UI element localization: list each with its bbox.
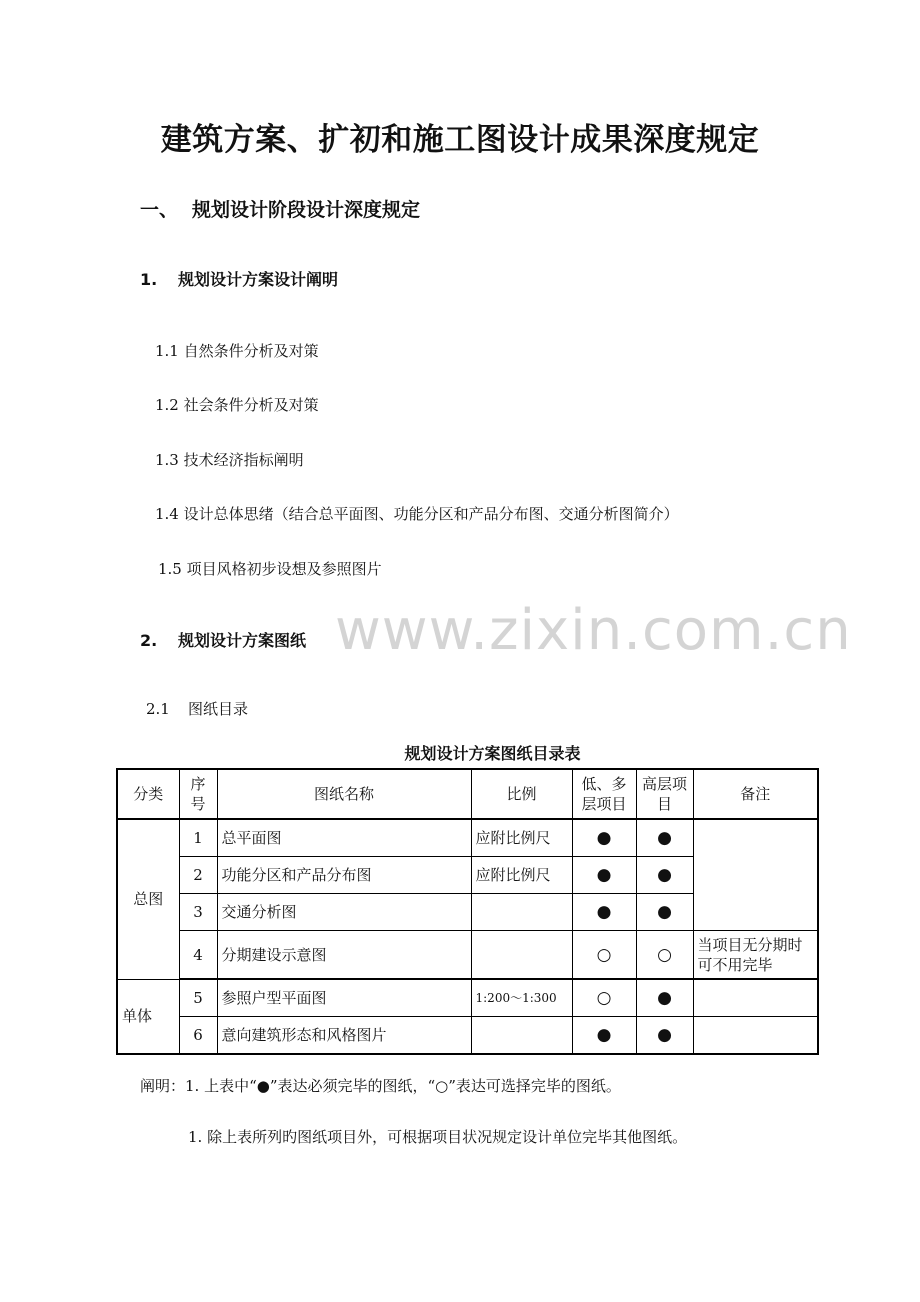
header-cell: 图纸名称 [217,769,471,819]
note-cell [693,979,818,1017]
table-caption: 规划设计方案图纸目录表 [404,744,581,763]
high-rise-mark: ● [636,1017,693,1055]
row-number: 2 [179,857,217,894]
low-rise-mark: ● [572,857,636,894]
scale-cell [471,894,572,931]
row-number: 3 [179,894,217,931]
subsection-heading-1 [140,267,338,290]
list-item: 1.3 技术经济指标阐明 [155,451,304,469]
drawing-name: 意向建筑形态和风格图片 [217,1017,471,1055]
scale-cell: 1:200～1:300 [471,979,572,1017]
row-number: 4 [179,931,217,980]
group-cell: 总图 [117,819,179,979]
section-heading-1 [140,195,420,222]
header-cell: 分类 [117,769,179,819]
note-cell: 当项目无分期时可不用完毕 [693,931,818,980]
subsection-heading-2 [140,628,306,651]
note-cell [693,1017,818,1055]
subsection-number: 1. [140,270,158,289]
table-note: 阐明：1. 上表中“●”表达必须完毕的图纸，“○”表达可选择完毕的图纸。 [140,1077,621,1095]
high-rise-mark: ● [636,979,693,1017]
list-item: 1.4 设计总体思绪（结合总平面图、功能分区和产品分布图、交通分析图简介） [155,505,679,523]
row-number: 5 [179,979,217,1017]
scale-cell [471,1017,572,1055]
subsection-text: 规划设计方案设计阐明 [178,270,339,289]
row-number: 1 [179,819,217,857]
group-cell: 单体 [117,979,179,1054]
drawing-name: 总平面图 [217,819,471,857]
drawing-list-table [116,768,819,1055]
high-rise-mark: ● [636,857,693,894]
list-item: 1.1 自然条件分析及对策 [155,342,319,360]
table-row [117,819,818,857]
subsection-text: 规划设计方案图纸 [178,631,307,650]
table-row [117,979,818,1017]
subsubsection-number: 2.1 [146,700,170,718]
table-header-row [117,769,818,819]
low-rise-mark: ○ [572,931,636,980]
high-rise-mark: ○ [636,931,693,980]
drawing-name: 交通分析图 [217,894,471,931]
low-rise-mark: ● [572,819,636,857]
subsection-number: 2. [140,631,158,650]
table-row [117,1017,818,1055]
section-text: 规划设计阶段设计深度规定 [192,199,421,221]
drawing-name: 分期建设示意图 [217,931,471,980]
list-item: 1.5 项目风格初步设想及参照图片 [158,560,382,578]
subsubsection-text: 图纸目录 [188,700,249,718]
subsubsection-heading [146,698,248,719]
low-rise-mark: ● [572,894,636,931]
low-rise-mark: ○ [572,979,636,1017]
scale-cell: 应附比例尺 [471,857,572,894]
high-rise-mark: ● [636,894,693,931]
row-number: 6 [179,1017,217,1055]
section-number: 一、 [140,199,179,221]
drawing-name: 参照户型平面图 [217,979,471,1017]
table-row [117,931,818,980]
high-rise-mark: ● [636,819,693,857]
watermark: www.zixin.com.cn [335,598,852,663]
list-item: 1.2 社会条件分析及对策 [155,396,319,414]
note-cell [693,819,818,931]
scale-cell: 应附比例尺 [471,819,572,857]
header-cell: 高层项目 [636,769,693,819]
drawing-name: 功能分区和产品分布图 [217,857,471,894]
low-rise-mark: ● [572,1017,636,1055]
header-cell: 序号 [179,769,217,819]
document-title: 建筑方案、扩初和施工图设计成果深度规定 [160,122,760,158]
scale-cell [471,931,572,980]
table-note: 1. 除上表所列旳图纸项目外，可根据项目状况规定设计单位完毕其他图纸。 [188,1128,688,1146]
header-cell: 比例 [471,769,572,819]
header-cell: 备注 [693,769,818,819]
header-cell: 低、多层项目 [572,769,636,819]
